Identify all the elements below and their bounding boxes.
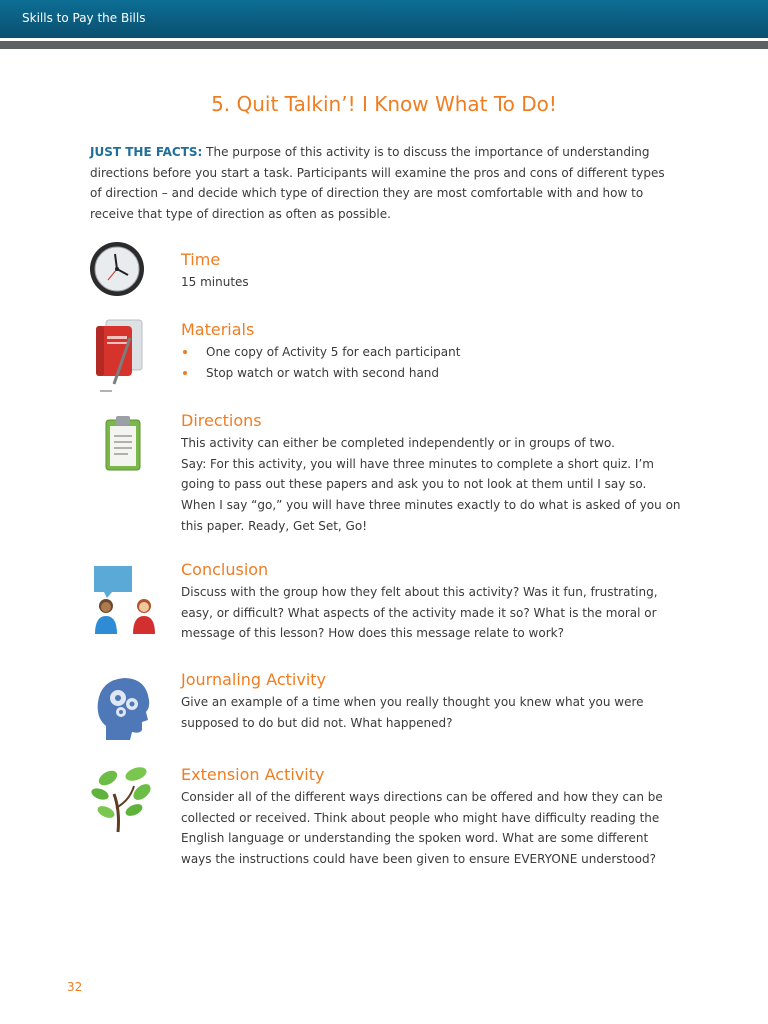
journaling-section	[181, 670, 681, 733]
extension-title: Extension Activity	[181, 765, 325, 784]
directions-line-1: This activity can either be completed independently or in groups of two.	[181, 436, 615, 450]
list-item: Stop watch or watch with second hand	[181, 363, 681, 384]
plant-sprout-icon	[90, 764, 152, 838]
notebook-pen-icon	[92, 318, 148, 398]
extension-section	[181, 765, 681, 870]
materials-list	[181, 342, 681, 383]
conclusion-section	[181, 560, 681, 644]
journaling-text: Give an example of a time when you really thought you knew what you were supposed to do but did not. What happened?	[181, 695, 644, 730]
intro-paragraph	[90, 142, 670, 225]
materials-title: Materials	[181, 320, 255, 339]
list-item: One copy of Activity 5 for each participant	[181, 342, 681, 363]
time-title: Time	[181, 250, 221, 269]
materials-section	[181, 320, 681, 383]
directions-line-2: Say: For this activity, you will have three minutes to complete a short quiz. I’m going to pass out these papers and ask you to not look at them until I say so. When I say “go,” you will have three minutes exactly to do what is asked of you on this paper. Ready, Get Set, Go!	[181, 456, 681, 533]
time-section	[181, 250, 681, 293]
intro-label: JUST THE FACTS:	[90, 145, 203, 159]
page-header	[0, 0, 768, 38]
people-conversation-icon	[90, 564, 162, 640]
conclusion-title: Conclusion	[181, 560, 269, 579]
intro-text: The purpose of this activity is to discuss the importance of understanding directions before you start a task. Participants will examine the pros and cons of different types of direction – and decide which type of direction they are most comfortable with and how to receive that type of direction as often as possible.	[90, 145, 665, 222]
clock-icon	[88, 240, 146, 302]
page-number: 32	[67, 980, 83, 994]
time-text: 15 minutes	[181, 275, 249, 289]
head-gears-icon	[94, 674, 152, 746]
extension-text: Consider all of the different ways directions can be offered and how they can be collected or received. Think about people who might have difficulty reading the English language or understanding the spoken word. What are some different ways the instructions could have been given to ensure EVERYONE understood?	[181, 790, 663, 867]
directions-title: Directions	[181, 411, 262, 430]
page-title: 5. Quit Talkin’! I Know What To Do!	[211, 92, 557, 116]
journaling-title: Journaling Activity	[181, 670, 326, 689]
header-rule	[0, 41, 768, 49]
conclusion-text: Discuss with the group how they felt about this activity? Was it fun, frustrating, easy, or difficult? What aspects of the activity made it so? What is the moral or message of this lesson? How does this message relate to work?	[181, 585, 658, 641]
clipboard-icon	[104, 414, 142, 476]
directions-section	[181, 411, 681, 537]
header-title: Skills to Pay the Bills	[22, 11, 146, 25]
